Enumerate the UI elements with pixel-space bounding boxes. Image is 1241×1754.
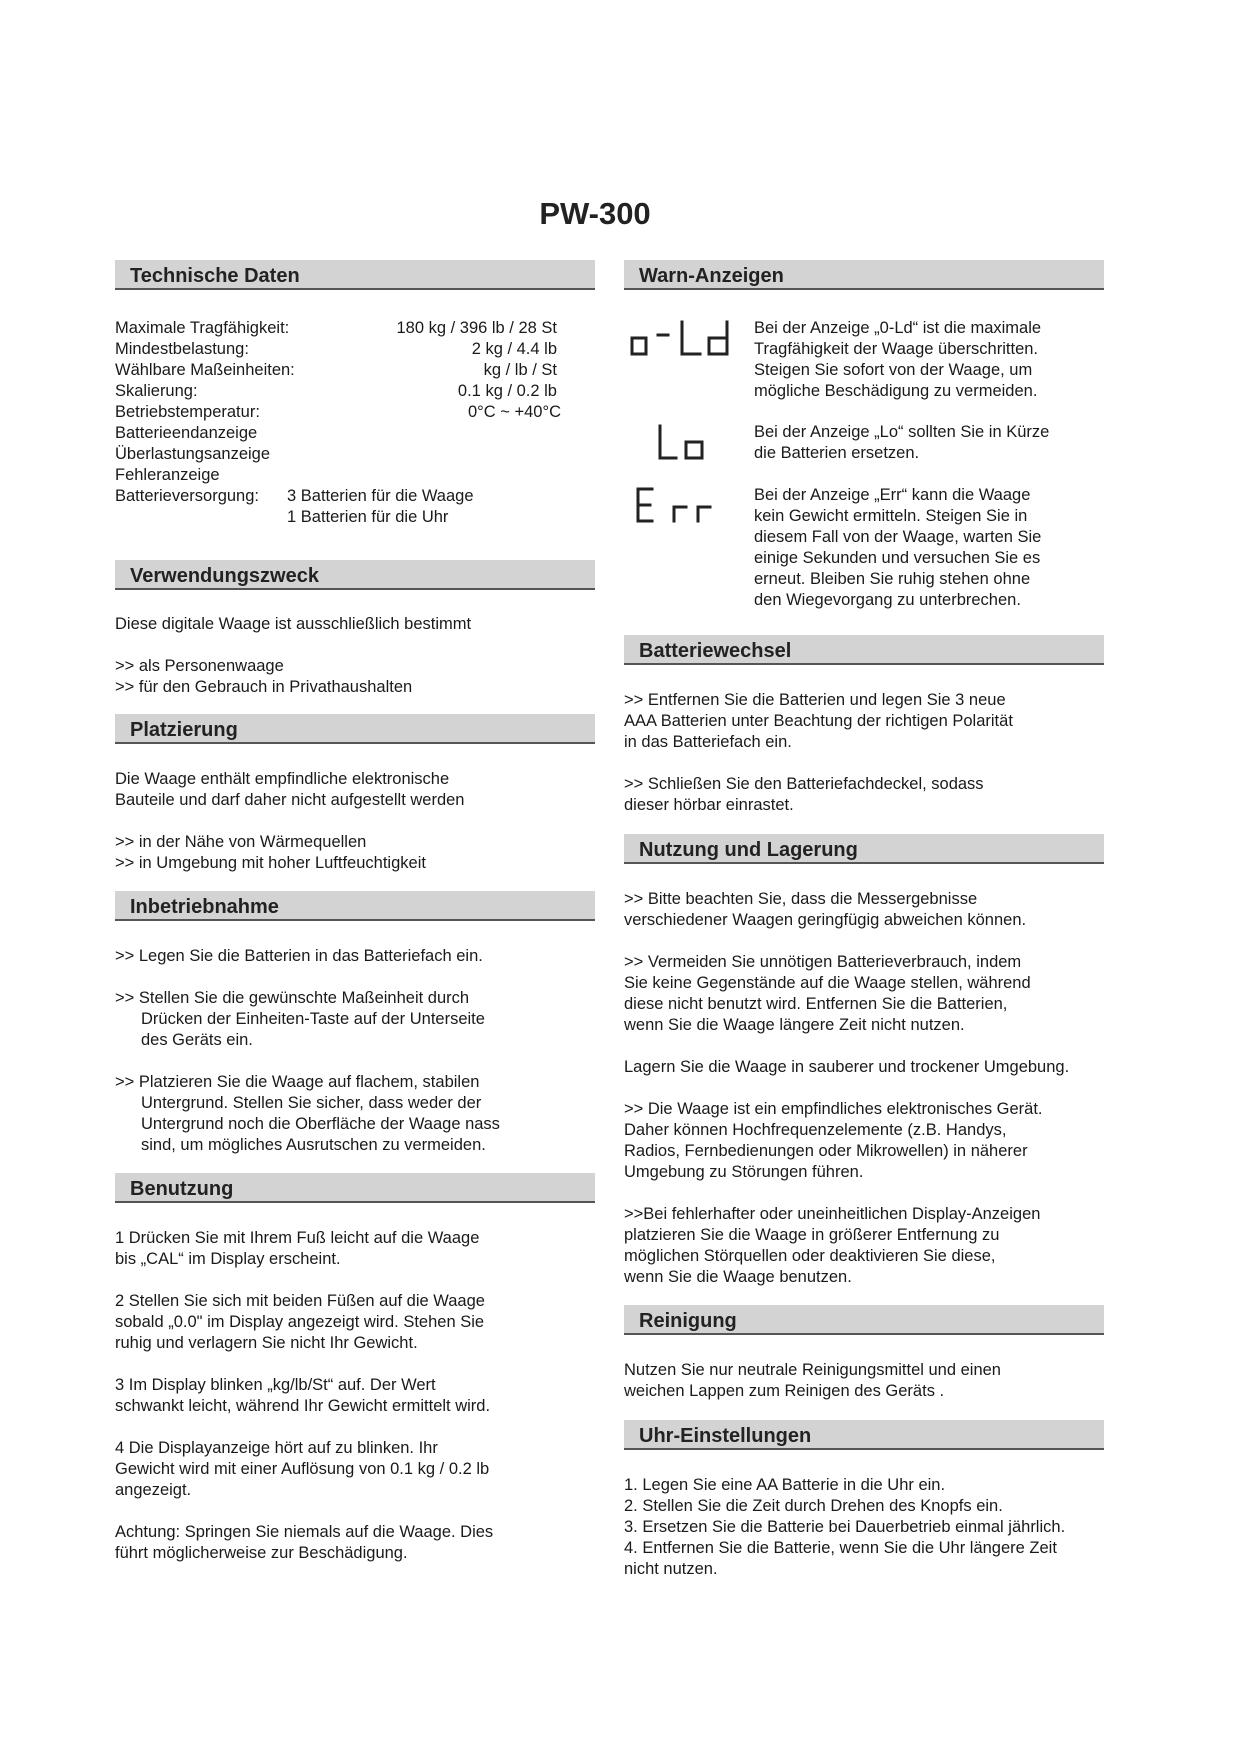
right-column	[624, 260, 1114, 1580]
section-body-verwendungszweck: Diese digitale Waage ist ausschließlich bestimmt >> als Personenwaage >> für den Gebrauch in Privathaushalten	[115, 615, 472, 696]
page-title: PW-300	[539, 196, 651, 231]
section-heading-nutzung: Nutzung und Lagerung	[624, 834, 1104, 864]
section-heading-benutzung: Benutzung	[115, 1173, 595, 1203]
warn-indicator-error	[624, 485, 1114, 611]
section-heading-inbetriebnahme: Inbetriebnahme	[115, 891, 595, 921]
section-heading-batteriewechsel: Batteriewechsel	[624, 635, 1104, 665]
feature-item: Überlastungsanzeige	[115, 445, 271, 463]
section-body-uhr: 1. Legen Sie eine AA Batterie in die Uhr ein. 2. Stellen Sie die Zeit durch Drehen des Knopfs ein. 3. Ersetzen Sie die Batterie bei Dauerbetrieb einmal jährlich. 4. Entfernen Sie die Batterie, wenn Sie die Uhr längere Zeit nicht nutzen.	[624, 1476, 1066, 1578]
battery-row: 1 Batterien für die Uhr	[287, 508, 449, 526]
section-heading-uhr: Uhr-Einstellungen	[624, 1420, 1104, 1450]
section-heading-reinigung: Reinigung	[624, 1305, 1104, 1335]
section-heading-verwendungszweck: Verwendungszweck	[115, 560, 595, 590]
left-column	[115, 260, 595, 1564]
display-lo-icon	[624, 422, 734, 467]
section-heading-warn-anzeigen: Warn-Anzeigen	[624, 260, 1104, 290]
spec-row: Skalierung: 0.1 kg / 0.2 lb	[115, 382, 557, 400]
section-heading-platzierung: Platzierung	[115, 714, 595, 744]
battery-row: Batterieversorgung: 3 Batterien für die Waage	[115, 487, 474, 505]
display-err-icon	[624, 485, 734, 530]
section-body-nutzung: >> Bitte beachten Sie, dass die Messergebnisse verschiedener Waagen geringfügig abweichen können. >> Vermeiden Sie unnötigen Batterieverbrauch, indem Sie keine Gegenstände auf die Waage stellen, während diese nicht benutzt wird. Entfernen Sie die Batterien, wenn Sie die Waage längere Zeit nicht nutzen. Lagern Sie die Waage in sauberer und trockener Umgebung. >> Die Waage ist ein empfindliches elektronisches Gerät. Daher können Hochfrequenzelemente (z.B. Handys, Radios, Fernbedienungen oder Mikrowellen) in näherer Umgebung zu Störungen führen. >>Bei fehlerhafter oder uneinheitlichen Display-Anzeigen platzieren Sie die Waage in größerer Entfernung zu möglichen Störquellen oder deaktivieren Sie diese, wenn Sie die Waage benutzen.	[624, 890, 1070, 1286]
display-o-ld-icon	[624, 318, 734, 363]
feature-item: Batterieendanzeige	[115, 424, 258, 442]
spec-row: Mindestbelastung: 2 kg / 4.4 lb	[115, 340, 557, 358]
section-heading-technische-daten: Technische Daten	[115, 260, 595, 290]
section-body-inbetriebnahme: >> Legen Sie die Batterien in das Batteriefach ein. >> Stellen Sie die gewünschte Maßeinheit durch Drücken der Einheiten-Taste auf der Unterseite des Geräts ein. >> Platzieren Sie die Waage auf flachem, stabilen Untergrund. Stellen Sie sicher, dass weder der Untergrund noch die Oberfläche der Waage nass sind, um mögliches Ausrutschen zu vermeiden.	[115, 947, 500, 1154]
warn-text-error: Bei der Anzeige „Err“ kann die Waage kein Gewicht ermitteln. Steigen Sie in diesem Fall von der Waage, warten Sie einige Sekunden und versuchen Sie es erneut. Bleiben Sie ruhig stehen ohne den Wiegevorgang zu unterbrechen.	[754, 486, 1042, 609]
warn-indicator-list	[624, 318, 1114, 611]
spec-row: Maximale Tragfähigkeit: 180 kg / 396 lb / 28 St	[115, 319, 557, 337]
spec-list	[115, 318, 595, 528]
section-body-platzierung: Die Waage enthält empfindliche elektronische Bauteile und darf daher nicht aufgestellt werden >> in der Nähe von Wärmequellen >> in Umgebung mit hoher Luftfeuchtigkeit	[115, 770, 465, 872]
section-body-reinigung: Nutzen Sie nur neutrale Reinigungsmittel und einen weichen Lappen zum Reinigen des Geräts .	[624, 1361, 1001, 1400]
warn-indicator-low-battery	[624, 422, 1114, 467]
warn-text-overload: Bei der Anzeige „0-Ld“ ist die maximale Tragfähigkeit der Waage überschritten. Steigen Sie sofort von der Waage, um mögliche Beschädigung zu vermeiden.	[754, 319, 1042, 400]
section-body-batteriewechsel: >> Entfernen Sie die Batterien und legen Sie 3 neue AAA Batterien unter Beachtung der richtigen Polarität in das Batteriefach ein. >> Schließen Sie den Batteriefachdeckel, sodass dieser hörbar einrastet.	[624, 691, 1013, 814]
warn-text-low-battery: Bei der Anzeige „Lo“ sollten Sie in Kürze die Batterien ersetzen.	[754, 423, 1050, 462]
feature-item: Fehleranzeige	[115, 466, 220, 484]
warn-indicator-overload	[624, 318, 1114, 402]
spec-row: Wählbare Maßeinheiten: kg / lb / St	[115, 361, 557, 379]
spec-row: Betriebstemperatur: 0°C ~ +40°C	[115, 403, 561, 421]
section-body-benutzung: 1 Drücken Sie mit Ihrem Fuß leicht auf die Waage bis „CAL“ im Display erscheint. 2 Stellen Sie sich mit beiden Füßen auf die Waage sobald „0.0" im Display angezeigt wird. Stehen Sie ruhig und verlagern Sie nicht Ihr Gewicht. 3 Im Display blinken „kg/lb/St“ auf. Der Wert schwankt leicht, während Ihr Gewicht ermittelt wird. 4 Die Displayanzeige hört auf zu blinken. Ihr Gewicht wird mit einer Auflösung von 0.1 kg / 0.2 lb angezeigt. Achtung: Springen Sie niemals auf die Waage. Dies führt möglicherweise zur Beschädigung.	[115, 1229, 494, 1562]
